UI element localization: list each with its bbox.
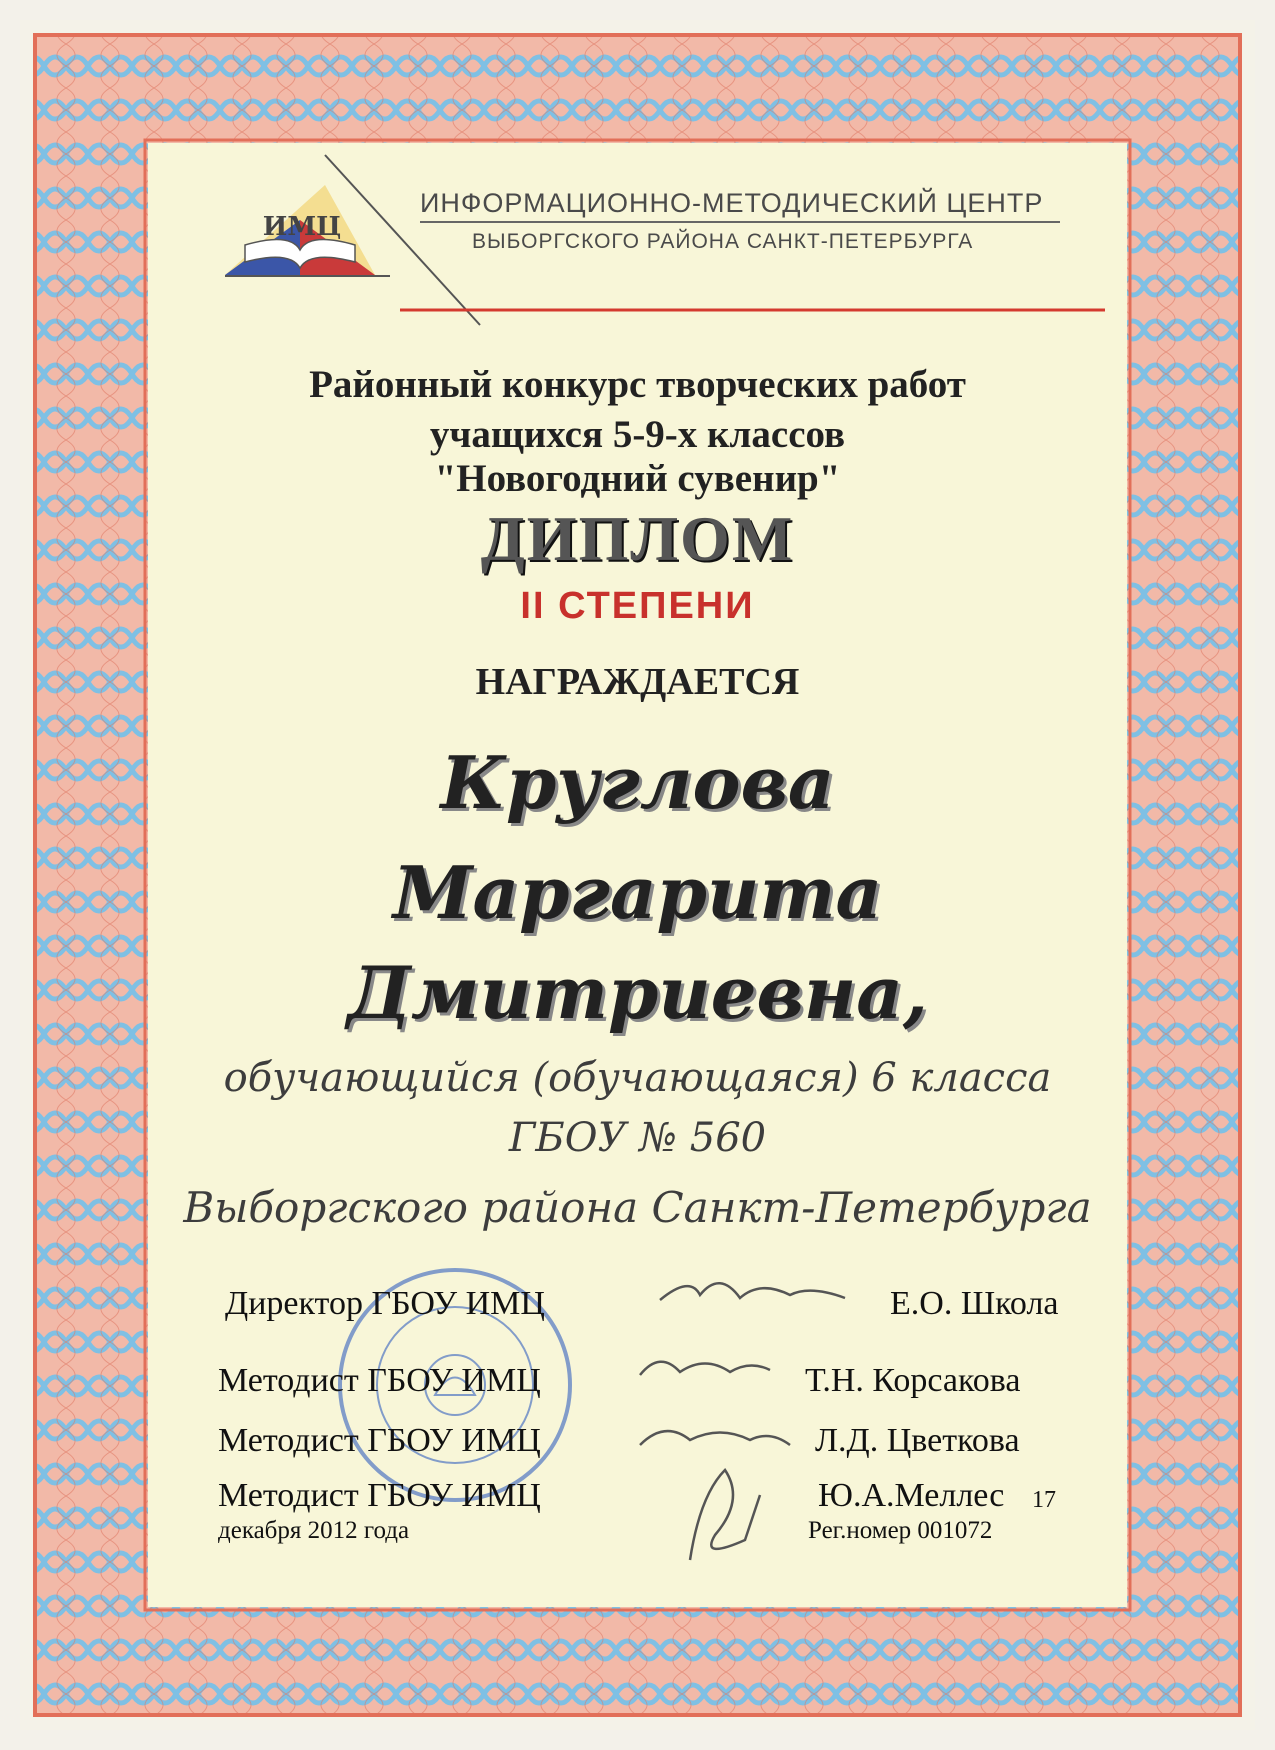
- signatory-position: Методист ГБОУ ИМЦ: [218, 1422, 541, 1459]
- signatory-name: Е.О. Школа: [890, 1285, 1059, 1322]
- signatory-position: Директор ГБОУ ИМЦ: [225, 1285, 545, 1322]
- signatory-name: Ю.А.Меллес: [818, 1477, 1005, 1514]
- diploma-degree: II СТЕПЕНИ: [520, 585, 755, 627]
- contest-line3: "Новогодний сувенир": [434, 457, 841, 500]
- issue-date: декабря 2012 года: [218, 1517, 410, 1544]
- date-day: 17: [1032, 1487, 1056, 1513]
- signatory-name: Л.Д. Цветкова: [815, 1422, 1020, 1459]
- recipient-surname: Круглова: [440, 740, 835, 825]
- recipient-patronymic: Дмитриевна,: [347, 950, 928, 1035]
- awarded-label: НАГРАЖДАЕТСЯ: [475, 661, 800, 703]
- signatory-name: Т.Н. Корсакова: [805, 1362, 1021, 1399]
- org-name-line2: ВЫБОРГСКОГО РАЙОНА САНКТ-ПЕТЕРБУРГА: [472, 230, 974, 253]
- diploma-title: ДИПЛОМ: [480, 503, 795, 574]
- recipient-school: ГБОУ № 560: [508, 1115, 767, 1161]
- signatory-position: Методист ГБОУ ИМЦ: [218, 1362, 541, 1399]
- recipient-district: Выборгского района Санкт-Петербурга: [183, 1183, 1092, 1232]
- recipient-class: обучающийся (обучающаяся) 6 класса: [223, 1055, 1052, 1101]
- registration-number: Рег.номер 001072: [808, 1517, 993, 1544]
- contest-line1: Районный конкурс творческих работ: [309, 363, 966, 406]
- logo-text: ИМЦ: [262, 212, 342, 242]
- contest-line2: учащихся 5-9-х классов: [429, 413, 846, 456]
- signatory-position: Методист ГБОУ ИМЦ: [218, 1477, 541, 1514]
- org-name-line1: ИНФОРМАЦИОННО-МЕТОДИЧЕСКИЙ ЦЕНТР: [420, 188, 1044, 218]
- recipient-name: Маргарита: [392, 850, 883, 935]
